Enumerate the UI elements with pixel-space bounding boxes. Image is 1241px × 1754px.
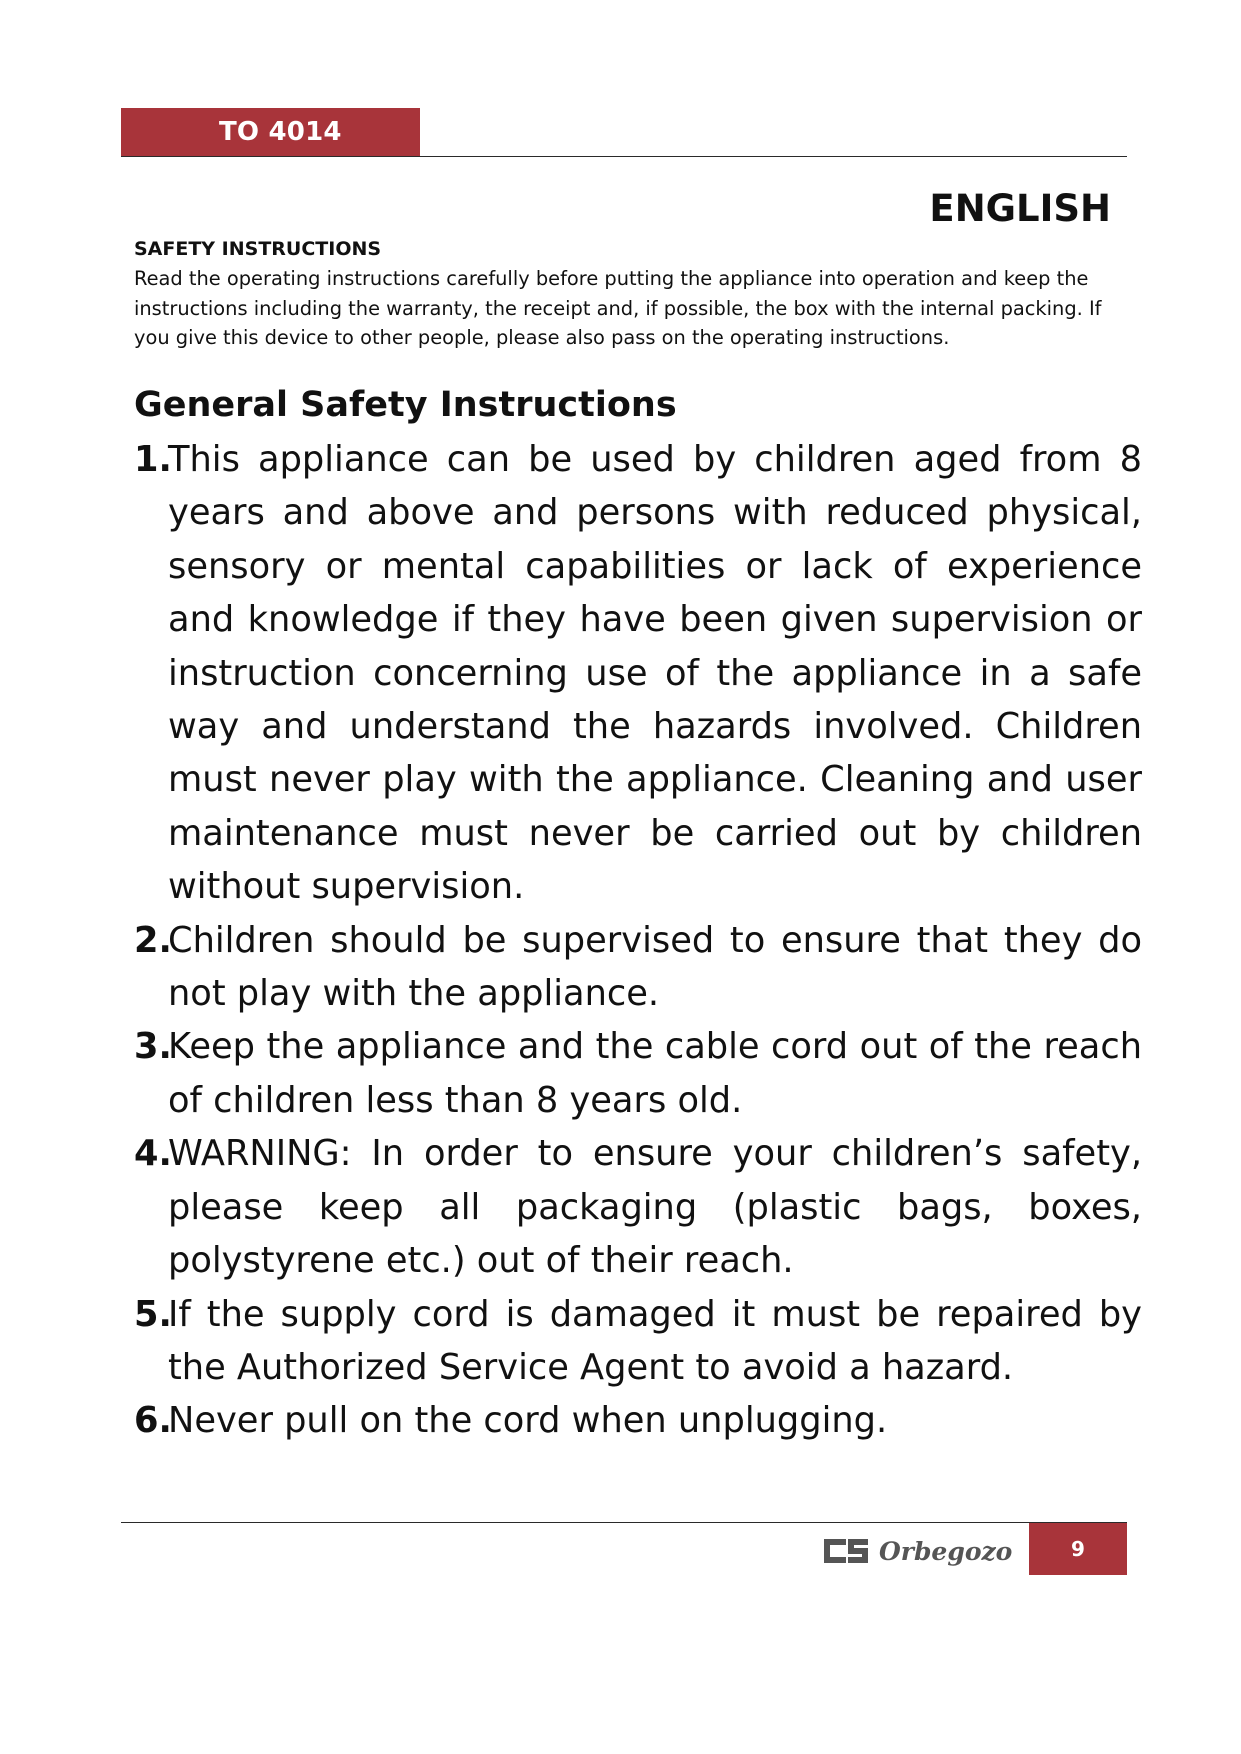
item-text: Children should be supervised to ensure that they do not play with the appliance. xyxy=(168,919,1142,1015)
list-item xyxy=(134,1127,1142,1287)
footer-divider xyxy=(121,1522,1127,1523)
list-item xyxy=(134,914,1142,1021)
item-number: 3. xyxy=(134,1026,172,1068)
list-item xyxy=(134,1394,1142,1447)
list-item xyxy=(134,1020,1142,1127)
item-number: 6. xyxy=(134,1400,172,1442)
logo-mark-c xyxy=(824,1539,846,1563)
item-text: Keep the appliance and the cable cord out of the reach of children less than 8 years old. xyxy=(168,1026,1142,1121)
model-number: TO 4014 xyxy=(219,117,342,147)
language-label: ENGLISH xyxy=(929,187,1111,230)
instruction-list xyxy=(134,433,1142,1448)
page-number-box xyxy=(1029,1523,1127,1575)
brand-logo xyxy=(824,1533,1012,1569)
page-number: 9 xyxy=(1071,1537,1085,1561)
item-number: 1. xyxy=(134,439,172,480)
logo-mark-g xyxy=(848,1539,868,1563)
item-text: Never pull on the cord when unplugging. xyxy=(168,1400,888,1442)
item-number: 5. xyxy=(134,1293,172,1335)
item-text: If the supply cord is damaged it must be repaired by the Authorized Service Agent to avoid a hazard. xyxy=(168,1293,1142,1388)
intro-paragraph: Read the operating instructions carefully before putting the appliance into operation and keep the instructions including the warranty, the receipt and, if possible, the box with the internal packing. If you give this device to other people, please also pass on the operating instructions. xyxy=(134,267,1102,349)
list-item xyxy=(134,433,1142,914)
brand-name: Orbegozo xyxy=(879,1537,1012,1566)
intro-heading: SAFETY INSTRUCTIONS xyxy=(134,238,382,260)
item-number: 4. xyxy=(134,1133,172,1175)
item-text: WARNING: In order to ensure your children’s safety, please keep all packaging (plastic bags, boxes, polystyrene etc.) out of their reach. xyxy=(168,1133,1142,1282)
item-number: 2. xyxy=(134,919,172,961)
item-text: This appliance can be used by children aged from 8 years and above and persons with reduced physical, sensory or mental capabilities or lack of experience and knowledge if they have been given supervision or instruction concerning use of the appliance in a safe way and understand the hazards involved. Children must never play with the appliance. Cleaning and user maintenance must never be carried out by children without supervision. xyxy=(168,439,1142,908)
model-tab xyxy=(121,108,420,157)
section-title: General Safety Instructions xyxy=(134,385,677,425)
header-divider xyxy=(121,156,1127,157)
list-item xyxy=(134,1288,1142,1395)
